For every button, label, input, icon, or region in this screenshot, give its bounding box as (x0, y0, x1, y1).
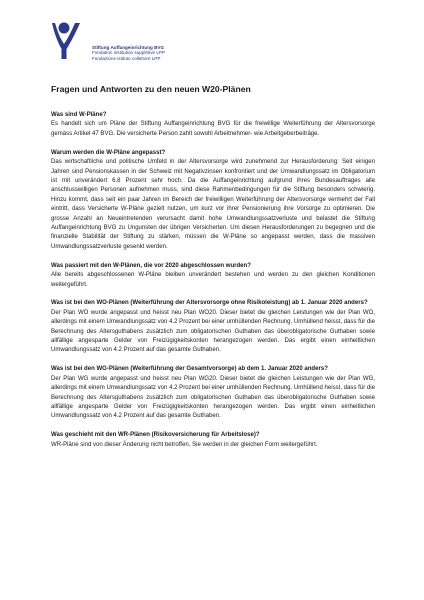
faq-item-before-2020 (51, 262, 375, 290)
faq-answer: WR-Pläne sind von dieser Änderung nicht betroffen. Sie werden in der gleichen Form weitergeführt. (51, 441, 318, 448)
faq-answer: Es handelt sich um Pläne der Stiftung Auffangeinrichtung BVG für die freiwillige Weiterführung der Altersvorsorge gemäss Artikel 47 BVG. Die versicherte Person zahlt sowohl Arbeitnehmer- wie Arbeitgeberbeiträge. (51, 121, 375, 137)
logo-text (92, 45, 165, 61)
faq-question: Was ist bei den WG-Plänen (Weiterführung der Gesamtvorsorge) ab dem 1. Januar 2020 anders? (51, 366, 328, 373)
faq-item-wo-plans (51, 299, 375, 355)
faq-item-why-adjusted (51, 149, 375, 252)
faq-item-wr-plans (51, 431, 375, 450)
faq-answer: Alle bereits abgeschlossenen W-Pläne bleiben unverändert bestehen und werden zu den gleichen Konditionen weitergeführt. (51, 272, 375, 288)
page-title: Fragen und Antworten zu den neuen W20-Plänen (51, 84, 251, 94)
logo-line-de: Stiftung Auffangeinrichtung BVG (92, 45, 165, 50)
faq-item-wg-plans (51, 365, 375, 421)
faq-question: Was passiert mit den W-Plänen, die vor 2020 abgeschlossen wurden? (51, 262, 251, 269)
faq-question: Was geschieht mit den WR-Plänen (Risikoversicherung für Arbeitslose)? (51, 432, 260, 439)
swiss-cross-person-icon (51, 19, 81, 61)
faq-answer: Der Plan WO wurde angepasst und heisst neu Plan WO20. Dieser bietet die gleichen Leistungen wie der Plan WO, allerdings mit einem Umwandlungssatz von 4.2 Prozent bei einer umhüllenden Rechnung. Umhüllend heisst, dass für die Berechnung des Altersguthabens zusätzlich zum obligatorischen Guthaben das überobligatorische Guthaben sowie allfällige angesparte Gelder von Freizügigkeitskonten herangezogen werden. Das ergibt einen einheitlichen Umwandlungssatz von 4.2 Prozent auf das gesamte Guthaben. (51, 309, 375, 354)
faq-answer: Der Plan WG wurde angepasst und heisst neu Plan WG20. Dieser bietet die gleichen Leistungen wie der Plan WG, allerdings mit einem Umwandlungssatz von 4.2 Prozent bei einer umhüllenden Rechnung. Umhüllend heisst, dass für die Berechnung des Altersguthabens zusätzlich zum obligatorischen Guthaben das überobligatorische Guthaben sowie allfällige angesparte Gelder von Freizügigkeitskonten herangezogen werden. Das ergibt einen einheitlichen Umwandlungssatz von 4.2 Prozent auf das gesamte Guthaben. (51, 375, 375, 420)
faq-question: Warum werden die W-Pläne angepasst? (51, 149, 166, 156)
faq-question: Was sind W-Pläne? (51, 112, 107, 118)
faq-item-w-plans (51, 111, 375, 139)
foundation-logo (51, 19, 211, 65)
logo-line-it: Fondazione istituto collettore LPP (92, 55, 161, 61)
faq-question: Was ist bei den WO-Plänen (Weiterführung der Altersvorsorge ohne Risikoleistung) ab 1. Januar 2020 anders? (51, 300, 368, 307)
document-body (51, 84, 375, 460)
faq-answer: Das wirtschaftliche und politische Umfeld in der Altersvorsorge wird zunehmend zur Herausforderung: Seit einigen Jahren sind Pensionskassen in der Schweiz mit Negativzinsen konfrontiert und der Umwandlungssatz im Obligatorium ist mit unverändert 6.8 Prozent sehr hoch. Da die Auffangeinrichtung aufgrund ihres Bundesauftrages alle anschlusswilligen Personen aufnehmen muss, sind diese Rahmenbedingungen für die Stiftung besonders schwierig. Hinzu kommt, dass seit ein paar Jahren im Bereich der freiwilligen Weiterführung der Altersvorsorge vermehrt der Fall eintritt, dass Versicherte W-Pläne gezielt nutzen, um kurz vor ihrer Pensionierung ihre Vorsorge zu optimieren. Die grosse Anzahl an Neueintretenden verursacht damit hohe Umwandlungssatzverluste und belastet die Stiftung Auffangeinrichtung BVG zu Ungunsten der übrigen Versicherten. Um diesen Herausforderungen zu begegnen und die finanzielle Stabilität der Stiftung zu stärken, müssen die W-Pläne so angepasst werden, dass die massiven Umwandlungssatzverluste gesenkt werden. (51, 159, 375, 250)
logo-line-fr: Fondation institution supplétive LPP (92, 50, 166, 56)
